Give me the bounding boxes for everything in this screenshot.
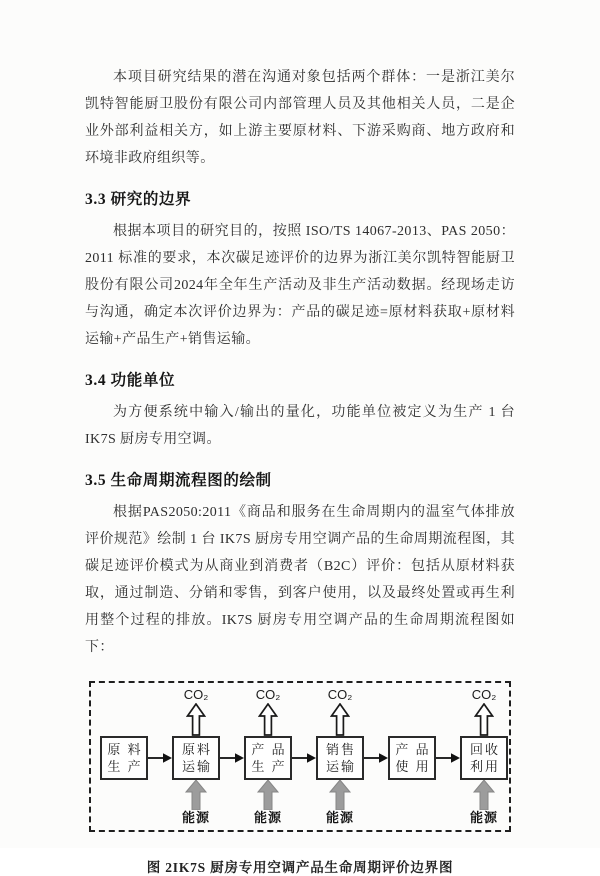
co2-up-arrow-icon bbox=[258, 703, 278, 736]
stage-label-line2: 使 用 bbox=[395, 758, 431, 774]
stage-label-line2: 运输 bbox=[325, 758, 356, 774]
heading-3-5-lifecycle-flowchart: 3.5 生命周期流程图的绘制 bbox=[85, 472, 272, 489]
stage-top-co2 bbox=[256, 684, 281, 736]
stage-top-co2 bbox=[472, 684, 497, 736]
energy-label: 能源 bbox=[469, 809, 498, 825]
stage-sales-transport bbox=[316, 684, 364, 830]
energy-label: 能源 bbox=[253, 809, 282, 825]
stage-bottom-energy bbox=[326, 780, 354, 830]
energy-label: 能源 bbox=[181, 809, 210, 825]
flow-arrow-icon bbox=[292, 752, 316, 764]
stage-label-line1: 产 品 bbox=[251, 741, 287, 757]
stage-box-sales-transport bbox=[316, 736, 364, 780]
stage-label-line1: 原 料 bbox=[107, 741, 143, 757]
stage-raw-material-transport bbox=[172, 684, 220, 830]
flow-arrow-icon bbox=[220, 752, 244, 764]
stage-label-line1: 销售 bbox=[325, 741, 356, 757]
stage-box-raw-material-production bbox=[100, 736, 148, 780]
stage-bottom-energy bbox=[254, 780, 282, 830]
stage-product-production bbox=[244, 684, 292, 830]
stage-raw-material-production bbox=[100, 684, 148, 830]
heading-3-4-functional-unit: 3.4 功能单位 bbox=[85, 372, 176, 389]
paragraph-functional-unit: 为方便系统中输入/输出的量化，功能单位被定义为生产 1 台 IK7S 厨房专用空调。 bbox=[85, 405, 515, 447]
energy-up-arrow-icon bbox=[256, 780, 280, 810]
stage-label-line1: 原料 bbox=[181, 741, 212, 757]
stage-box-product-production bbox=[244, 736, 292, 780]
stage-top-co2 bbox=[184, 684, 209, 736]
stage-label-line1: 回收 bbox=[469, 741, 500, 757]
stage-box-recycling bbox=[460, 736, 508, 780]
co2-up-arrow-icon bbox=[186, 703, 206, 736]
stage-label-line2: 生 产 bbox=[107, 758, 143, 774]
stage-box-product-use bbox=[388, 736, 436, 780]
stage-top-co2 bbox=[328, 684, 353, 736]
co2-label: CO₂ bbox=[183, 686, 209, 702]
co2-label: CO₂ bbox=[471, 686, 497, 702]
stage-label-line1: 产 品 bbox=[395, 741, 431, 757]
energy-label: 能源 bbox=[325, 809, 354, 825]
stage-box-raw-material-transport bbox=[172, 736, 220, 780]
paragraph-communication-targets: 本项目研究结果的潜在沟通对象包括两个群体：一是浙江美尔凯特智能厨卫股份有限公司内部管理人员及其他相关人员，二是企业外部利益相关方，如上游主要原材料、下游采购商、地方政府和环境非政府组织等。 bbox=[85, 70, 515, 166]
figure-caption: 图 2IK7S 厨房专用空调产品生命周期评价边界图 bbox=[146, 860, 454, 875]
stage-label-line2: 运输 bbox=[181, 758, 212, 774]
co2-label: CO₂ bbox=[255, 686, 281, 702]
stage-recycling bbox=[460, 684, 508, 830]
stage-label-line2: 生 产 bbox=[251, 758, 287, 774]
flow-arrow-icon bbox=[436, 752, 460, 764]
flow-arrow-icon bbox=[148, 752, 172, 764]
lifecycle-boundary-diagram bbox=[89, 681, 511, 832]
stage-label-line2: 利用 bbox=[469, 758, 500, 774]
stage-bottom-energy bbox=[470, 780, 498, 830]
energy-up-arrow-icon bbox=[328, 780, 352, 810]
heading-3-3-research-boundary: 3.3 研究的边界 bbox=[85, 191, 192, 208]
energy-up-arrow-icon bbox=[472, 780, 496, 810]
co2-label: CO₂ bbox=[327, 686, 353, 702]
flow-arrow-icon bbox=[364, 752, 388, 764]
stage-product-use bbox=[388, 684, 436, 830]
energy-up-arrow-icon bbox=[184, 780, 208, 810]
paragraph-research-boundary: 根据本项目的研究目的，按照 ISO/TS 14067-2013、PAS 2050：2011 标准的要求，本次碳足迹评价的边界为浙江美尔凯特智能厨卫股份有限公司2024年全年生产活动及非生产活动数据。经现场走访与沟通，确定本次评价边界为：产品的碳足迹=原材料获取+原材料运输+产品生产+销售运输。 bbox=[85, 224, 515, 347]
co2-up-arrow-icon bbox=[330, 703, 350, 736]
co2-up-arrow-icon bbox=[474, 703, 494, 736]
stage-bottom-energy bbox=[182, 780, 210, 830]
paragraph-lifecycle-flowchart: 根据PAS2050:2011《商品和服务在生命周期内的温室气体排放评价规范》绘制 1 台 IK7S 厨房专用空调产品的生命周期流程图，其碳足迹评价模式为从商业到消费者（B2C）评价：包括从原材料获取，通过制造、分销和零售，到客户使用，以及最终处置或再生利用整个过程的排放。IK7S 厨房专用空调产品的生命周期流程图如下： bbox=[85, 505, 515, 655]
